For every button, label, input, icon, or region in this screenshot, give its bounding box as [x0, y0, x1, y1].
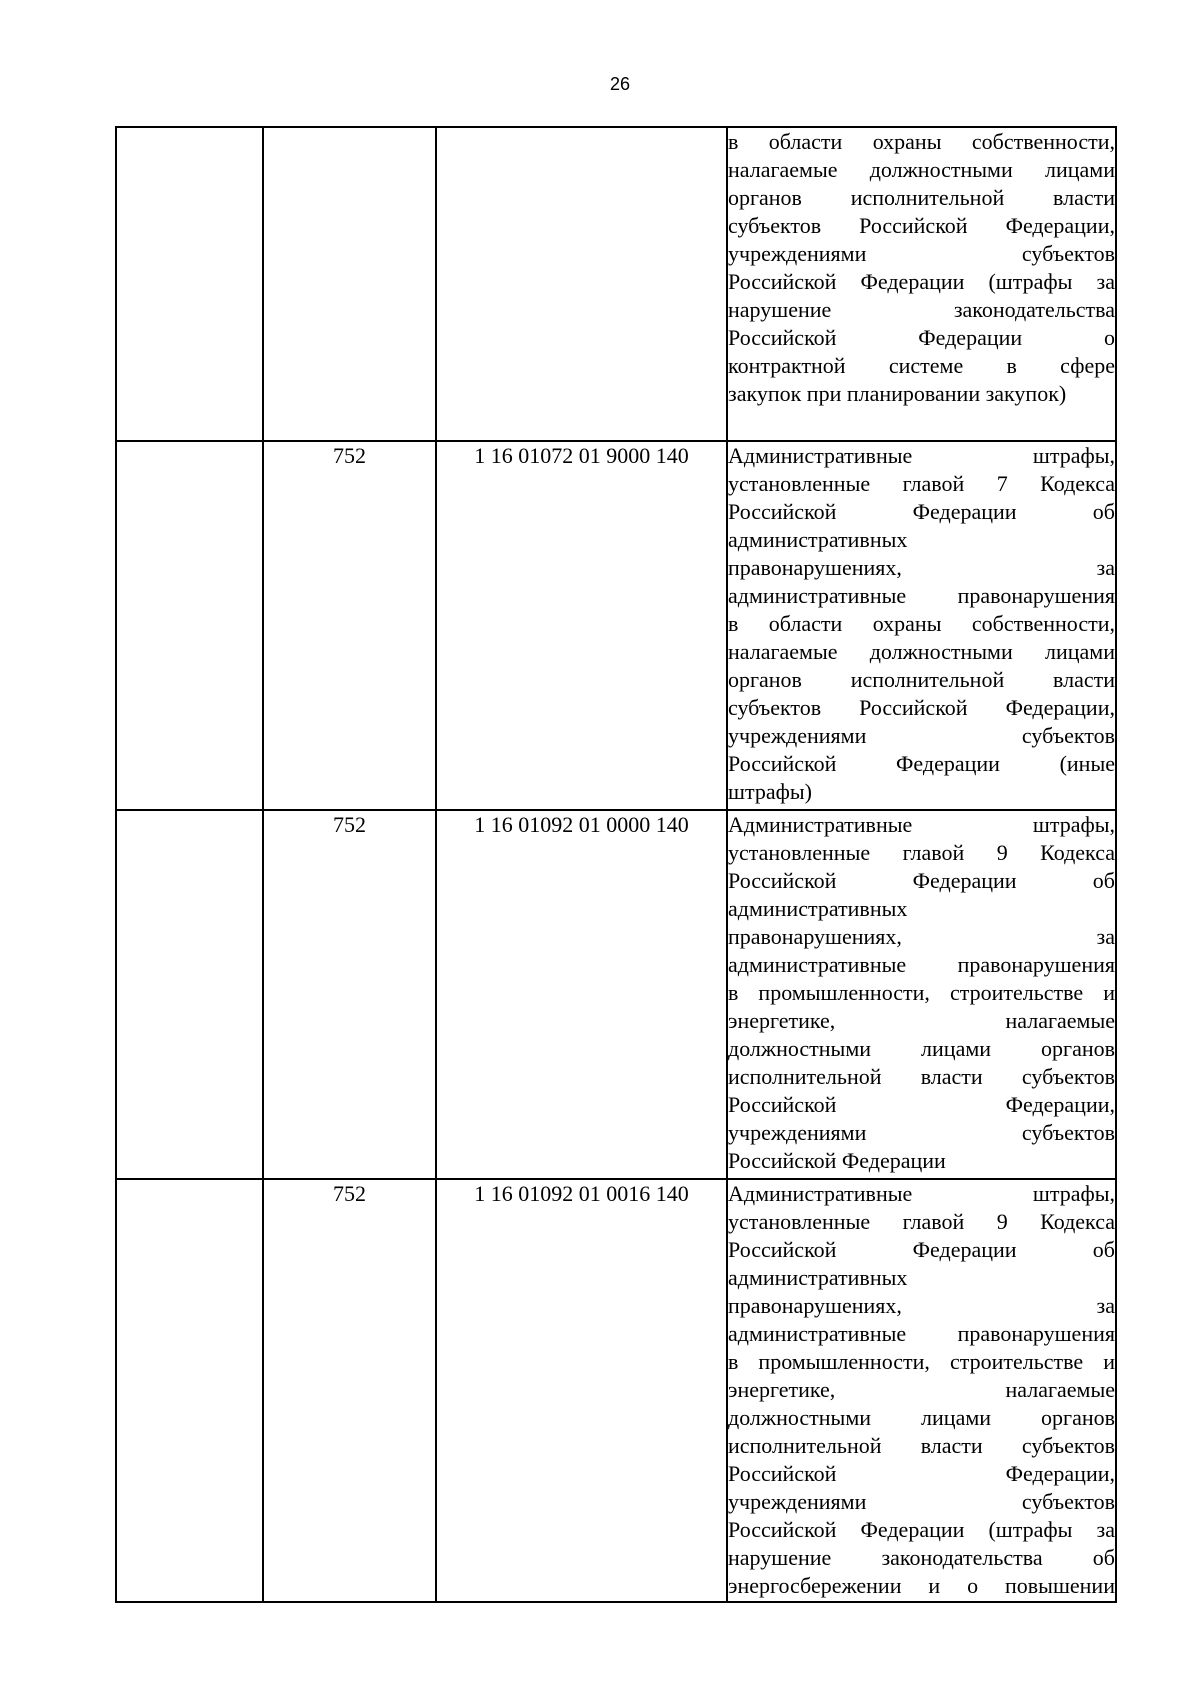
table-row	[116, 441, 1116, 810]
description-line: в промышленности, строительстве и	[728, 980, 1115, 1005]
admin-code-cell: 752	[263, 441, 436, 810]
page-number: 26	[609, 74, 631, 94]
description-line: учреждениями субъектов	[728, 1489, 1115, 1514]
budget-classification-code-cell: 1 16 01092 01 0000 140	[436, 810, 727, 1179]
admin-code-cell: 752	[263, 1179, 436, 1602]
description-line: административных	[728, 1265, 908, 1290]
description-line: Административные штрафы,	[728, 812, 1115, 837]
description-line: в области охраны собственности,	[728, 129, 1115, 154]
description-cell	[727, 810, 1116, 1179]
description-line: Российской Федерации об	[728, 868, 1115, 893]
description-line: Административные штрафы,	[728, 1181, 1115, 1206]
description-line: Российской Федерации (штрафы за	[728, 269, 1115, 294]
description-line: Российской Федерации,	[728, 1092, 1115, 1117]
description-line: установленные главой 7 Кодекса	[728, 471, 1115, 496]
description-line: Российской Федерации (штрафы за	[728, 1517, 1115, 1542]
description-line: Российской Федерации,	[728, 1461, 1115, 1486]
description-line: Российской Федерации о	[728, 325, 1115, 350]
table-row	[116, 810, 1116, 1179]
description-line: энергетике, налагаемые	[728, 1377, 1115, 1402]
description-line: административные правонарушения	[728, 952, 1115, 977]
description-line: субъектов Российской Федерации,	[728, 213, 1115, 238]
row-index-cell	[116, 127, 263, 441]
description-line: административные правонарушения	[728, 1321, 1115, 1346]
description-line: энергетике, налагаемые	[728, 1008, 1115, 1033]
budget-codes-table	[115, 126, 1117, 1603]
row-index-cell	[116, 441, 263, 810]
description-line: органов исполнительной власти	[728, 667, 1115, 692]
budget-classification-code-cell: 1 16 01092 01 0016 140	[436, 1179, 727, 1602]
description-line: учреждениями субъектов	[728, 723, 1115, 748]
description-line: закупок при планировании закупок)	[728, 381, 1067, 406]
description-line: исполнительной власти субъектов	[728, 1064, 1115, 1089]
description-line: Российской Федерации об	[728, 1237, 1115, 1262]
description-line: административных	[728, 527, 908, 552]
description-line: энергосбережении и о повышении	[728, 1573, 1115, 1598]
description-line: налагаемые должностными лицами	[728, 157, 1115, 182]
description-cell	[727, 1179, 1116, 1602]
description-line: налагаемые должностными лицами	[728, 639, 1115, 664]
description-line: в области охраны собственности,	[728, 611, 1115, 636]
description-line: Российской Федерации об	[728, 499, 1115, 524]
admin-code-cell: 752	[263, 810, 436, 1179]
table-row	[116, 127, 1116, 441]
description-line: исполнительной власти субъектов	[728, 1433, 1115, 1458]
admin-code-cell	[263, 127, 436, 441]
description-line: административные правонарушения	[728, 583, 1115, 608]
description-line: Российской Федерации	[728, 1148, 946, 1173]
description-line: Российской Федерации (иные	[728, 751, 1115, 776]
description-line: должностными лицами органов	[728, 1036, 1115, 1061]
description-line: нарушение законодательства об	[728, 1545, 1115, 1570]
description-line: учреждениями субъектов	[728, 1120, 1115, 1145]
budget-classification-code-cell	[436, 127, 727, 441]
description-line: установленные главой 9 Кодекса	[728, 840, 1115, 865]
description-cell	[727, 127, 1116, 441]
description-line: субъектов Российской Федерации,	[728, 695, 1115, 720]
row-index-cell	[116, 810, 263, 1179]
description-line: установленные главой 9 Кодекса	[728, 1209, 1115, 1234]
description-line: органов исполнительной власти	[728, 185, 1115, 210]
description-line: учреждениями субъектов	[728, 241, 1115, 266]
table-row	[116, 1179, 1116, 1602]
description-line: административных	[728, 896, 908, 921]
description-cell	[727, 441, 1116, 810]
description-line: Административные штрафы,	[728, 443, 1115, 468]
description-line: нарушение законодательства	[728, 297, 1115, 322]
description-line: правонарушениях, за	[728, 924, 1115, 949]
description-line: в промышленности, строительстве и	[728, 1349, 1115, 1374]
description-line: контрактной системе в сфере	[728, 353, 1115, 378]
description-line: правонарушениях, за	[728, 555, 1115, 580]
budget-classification-code-cell: 1 16 01072 01 9000 140	[436, 441, 727, 810]
description-line: должностными лицами органов	[728, 1405, 1115, 1430]
row-index-cell	[116, 1179, 263, 1602]
description-line: штрафы)	[728, 779, 812, 804]
description-line: правонарушениях, за	[728, 1293, 1115, 1318]
